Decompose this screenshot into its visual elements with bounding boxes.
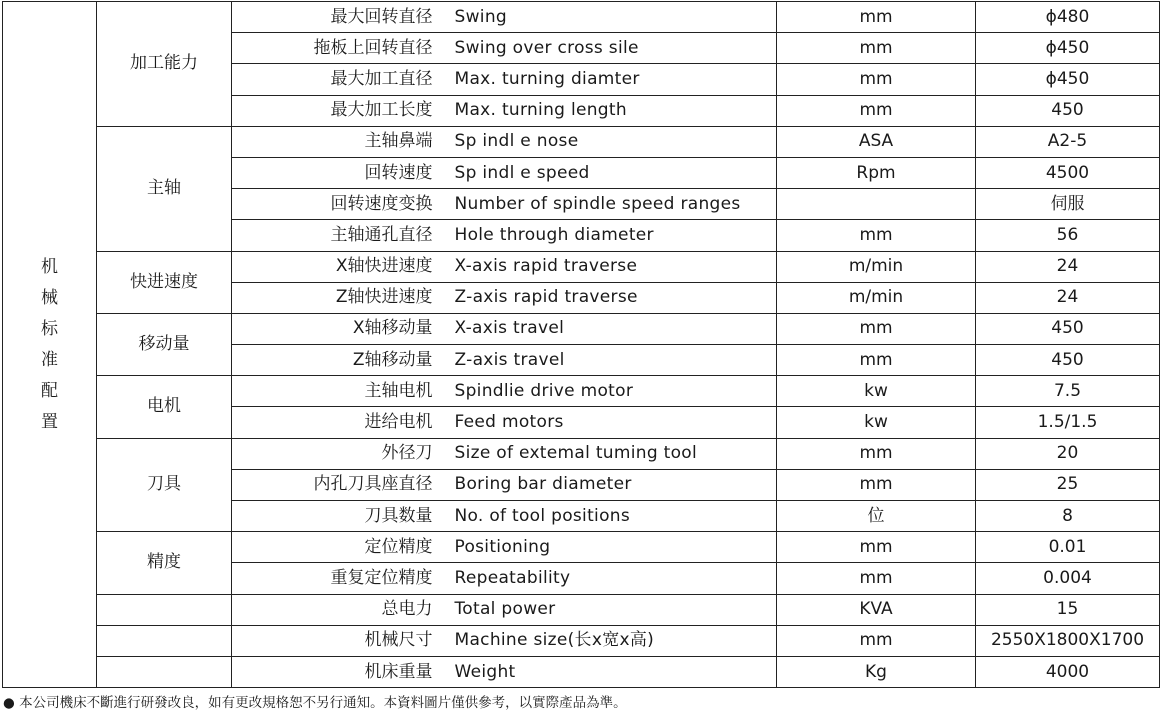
spec-value: 0.01 [976, 532, 1160, 563]
spec-name-en: Machine size(长x宽x高) [443, 625, 777, 656]
spec-unit: Kg [777, 656, 976, 687]
spec-name-cn: 定位精度 [232, 532, 443, 563]
spec-name-en: Z-axis rapid traverse [443, 282, 777, 313]
group-cell: 刀具 [97, 438, 232, 532]
spec-unit: 位 [777, 501, 976, 532]
table-row [3, 532, 1160, 563]
spec-value: 4000 [976, 656, 1160, 687]
spec-value: A2-5 [976, 126, 1160, 157]
spec-unit: kw [777, 407, 976, 438]
spec-name-cn: X轴移动量 [232, 313, 443, 344]
spec-value: 24 [976, 251, 1160, 282]
spec-value: 450 [976, 95, 1160, 126]
main-category-char: 配 [41, 380, 58, 401]
spec-name-en: Hole through diameter [443, 220, 777, 251]
spec-name-en: Sp indl e speed [443, 157, 777, 188]
spec-name-en: Spindlie drive motor [443, 376, 777, 407]
group-cell: 快进速度 [97, 251, 232, 313]
spec-name-en: Weight [443, 656, 777, 687]
table-row [3, 656, 1160, 687]
spec-value: ϕ450 [976, 33, 1160, 64]
spec-value: ϕ480 [976, 2, 1160, 33]
spec-unit: mm [777, 313, 976, 344]
spec-name-en: Z-axis travel [443, 345, 777, 376]
spec-unit: mm [777, 345, 976, 376]
spec-name-cn: Z轴快进速度 [232, 282, 443, 313]
spec-name-cn: 机床重量 [232, 656, 443, 687]
spec-name-cn: 主轴鼻端 [232, 126, 443, 157]
spec-name-cn: 机械尺寸 [232, 625, 443, 656]
spec-name-en: Repeatability [443, 563, 777, 594]
spec-unit: mm [777, 438, 976, 469]
spec-name-en: Number of spindle speed ranges [443, 189, 777, 220]
spec-name-cn: 内孔刀具座直径 [232, 469, 443, 500]
spec-name-en: No. of tool positions [443, 501, 777, 532]
spec-name-cn: Z轴移动量 [232, 345, 443, 376]
spec-unit: mm [777, 33, 976, 64]
group-cell [97, 656, 232, 687]
spec-unit [777, 189, 976, 220]
main-category-char: 准 [41, 349, 58, 370]
spec-name-en: Swing over cross sile [443, 33, 777, 64]
table-row [3, 126, 1160, 157]
spec-value: 15 [976, 594, 1160, 625]
spec-name-en: Feed motors [443, 407, 777, 438]
spec-value: 24 [976, 282, 1160, 313]
spec-unit: kw [777, 376, 976, 407]
spec-name-en: Sp indl e nose [443, 126, 777, 157]
spec-value: 56 [976, 220, 1160, 251]
spec-unit: m/min [777, 282, 976, 313]
spec-name-cn: 重复定位精度 [232, 563, 443, 594]
spec-value: ϕ450 [976, 64, 1160, 95]
group-cell: 电机 [97, 376, 232, 438]
spec-name-en: Boring bar diameter [443, 469, 777, 500]
table-row [3, 625, 1160, 656]
group-cell: 加工能力 [97, 2, 232, 127]
spec-table [2, 1, 1160, 688]
spec-name-cn: 最大回转直径 [232, 2, 443, 33]
spec-name-en: Max. turning diamter [443, 64, 777, 95]
spec-unit: mm [777, 469, 976, 500]
group-cell: 主轴 [97, 126, 232, 251]
main-category-char: 标 [41, 318, 58, 339]
spec-name-cn: 外径刀 [232, 438, 443, 469]
table-row [3, 594, 1160, 625]
disclaimer-footnote: ● 本公司機床不斷進行研發改良，如有更改規格恕不另行通知。本資料圖片僅供參考，以實際產品為準。 [3, 695, 627, 711]
spec-value: 4500 [976, 157, 1160, 188]
spec-value: 伺服 [976, 189, 1160, 220]
spec-value: 20 [976, 438, 1160, 469]
spec-name-cn: 拖板上回转直径 [232, 33, 443, 64]
table-row [3, 313, 1160, 344]
spec-name-cn: 刀具数量 [232, 501, 443, 532]
spec-name-cn: 最大加工长度 [232, 95, 443, 126]
spec-name-en: Positioning [443, 532, 777, 563]
spec-value: 450 [976, 345, 1160, 376]
spec-unit: mm [777, 625, 976, 656]
spec-name-en: X-axis rapid traverse [443, 251, 777, 282]
spec-name-cn: 回转速度变换 [232, 189, 443, 220]
spec-value: 0.004 [976, 563, 1160, 594]
group-cell: 精度 [97, 532, 232, 594]
spec-name-en: Swing [443, 2, 777, 33]
spec-unit: Rpm [777, 157, 976, 188]
spec-value: 1.5/1.5 [976, 407, 1160, 438]
spec-name-cn: X轴快进速度 [232, 251, 443, 282]
spec-value: 2550X1800X1700 [976, 625, 1160, 656]
spec-value: 7.5 [976, 376, 1160, 407]
spec-name-cn: 最大加工直径 [232, 64, 443, 95]
spec-name-cn: 主轴通孔直径 [232, 220, 443, 251]
spec-name-cn: 主轴电机 [232, 376, 443, 407]
spec-unit: mm [777, 563, 976, 594]
spec-name-cn: 总电力 [232, 594, 443, 625]
spec-value: 25 [976, 469, 1160, 500]
group-cell [97, 625, 232, 656]
table-row [3, 2, 1160, 33]
main-category-cell [3, 2, 97, 688]
table-row [3, 376, 1160, 407]
spec-unit: m/min [777, 251, 976, 282]
spec-value: 8 [976, 501, 1160, 532]
group-cell [97, 594, 232, 625]
group-cell: 移动量 [97, 313, 232, 375]
spec-name-en: X-axis travel [443, 313, 777, 344]
spec-value: 450 [976, 313, 1160, 344]
spec-name-en: Max. turning length [443, 95, 777, 126]
spec-unit: mm [777, 95, 976, 126]
main-category-char: 机 [41, 256, 58, 277]
spec-name-en: Total power [443, 594, 777, 625]
spec-unit: KVA [777, 594, 976, 625]
spec-unit: mm [777, 532, 976, 563]
spec-unit: mm [777, 2, 976, 33]
spec-name-cn: 回转速度 [232, 157, 443, 188]
main-category-char: 置 [41, 411, 58, 432]
spec-name-cn: 进给电机 [232, 407, 443, 438]
spec-unit: mm [777, 220, 976, 251]
table-row [3, 438, 1160, 469]
main-category-char: 械 [41, 287, 58, 308]
spec-unit: ASA [777, 126, 976, 157]
spec-name-en: Size of extemal tuming tool [443, 438, 777, 469]
table-row [3, 251, 1160, 282]
spec-unit: mm [777, 64, 976, 95]
